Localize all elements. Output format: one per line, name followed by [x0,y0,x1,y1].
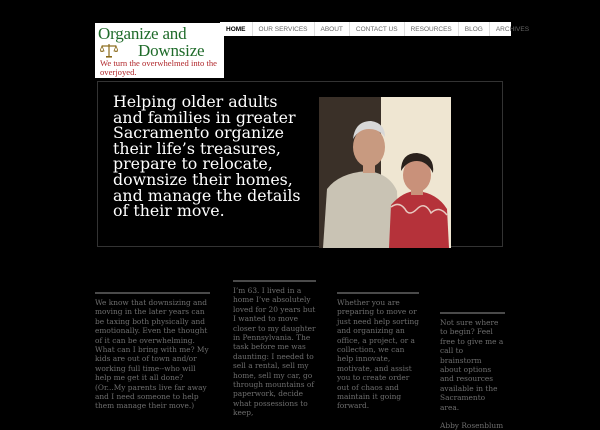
hero-headline: Helping older adults and families in greater Sacramento organize their life’s treasures, prepare to relocate, downsize their homes, and manage the details of their move. [113,92,301,221]
nav-resources[interactable]: RESOURCES [405,22,459,36]
column-divider [337,292,419,294]
nav-contact-us[interactable]: CONTACT US [350,22,405,36]
main-nav [220,22,530,36]
intro-text: We know that downsizing and moving in the later years can be taxing both physically and emotionally. Even the thought of it can be overwhelming. What can I bring with me? My kids are out of town and/or working full time--who will help me get it all done? (Or...My parents live far away and I need someone to help them manage their move.) [95,298,209,411]
column-divider [440,312,505,314]
nav-archives[interactable]: ARCHIVES [495,25,530,33]
hero-photo [319,97,451,248]
nav-blog[interactable]: BLOG [459,22,490,36]
nav-about[interactable]: ABOUT [315,22,350,36]
signature: Abby Rosenblum [440,421,504,430]
services-column [337,292,419,411]
logo-line-1: Organize and [98,24,187,43]
contact-column [440,312,505,430]
hero-section [97,81,503,247]
scales-icon [100,42,118,58]
contact-text: Not sure where to begin? Feel free to give me a call to brainstorm about options and resources available in the Sacramento area. [440,318,504,412]
services-text: Whether you are preparing to move or just need help sorting and organizing an office, a project, or a collection, we can help innovate, motivate, and assist you to create order out of chaos and maintain it going forward. [337,298,419,411]
nav-home[interactable]: HOME [220,22,253,36]
intro-column [95,292,210,411]
column-divider [233,280,316,282]
logo-tagline: We turn the overwhelmed into the overjoyed. [100,58,217,77]
site-logo[interactable] [95,23,224,78]
nav-our-services[interactable]: OUR SERVICES [253,22,315,36]
testimonial-column [233,280,316,418]
logo-line-2: Downsize [138,41,205,60]
column-divider [95,292,210,294]
testimonial-text: I’m 63. I lived in a home I’ve absolutely loved for 20 years but I wanted to move closer to my daughter in Pennsylvania. The task before me was daunting: I needed to sell a rental, sell my home, sell my car, go through mountains of paperwork, decide what possessions to keep, [233,286,316,418]
